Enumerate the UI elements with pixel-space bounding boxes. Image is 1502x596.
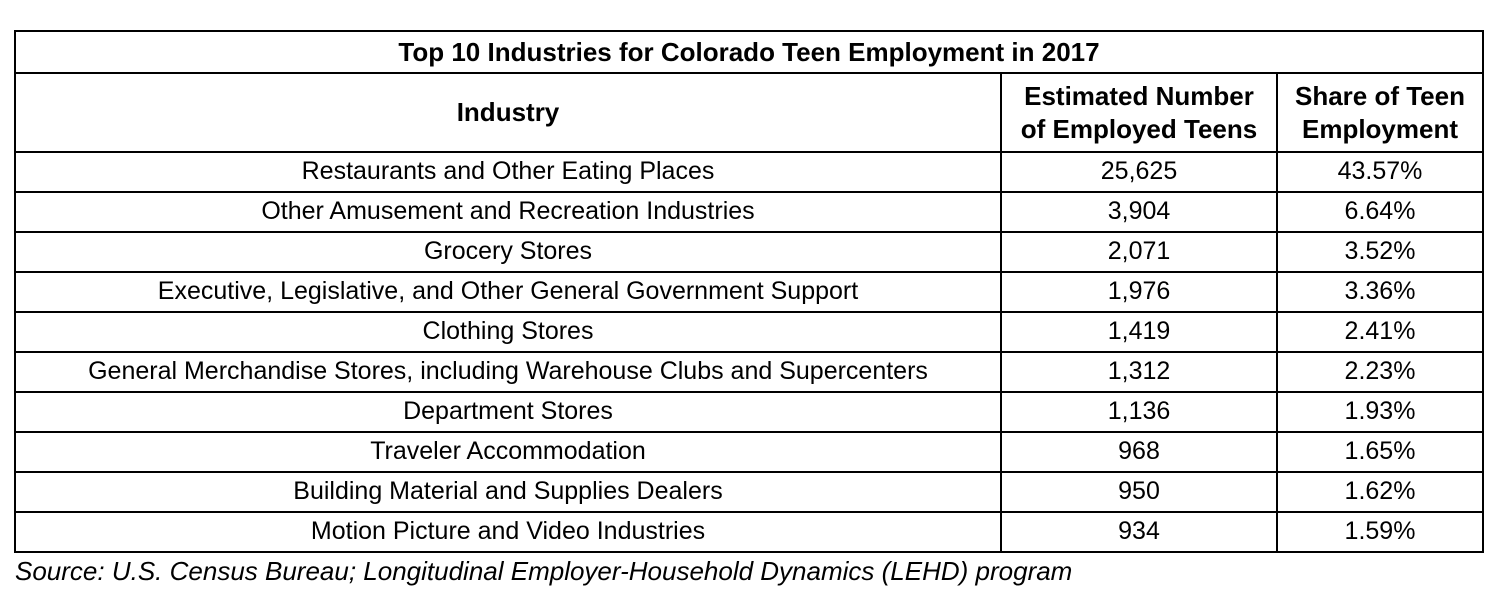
industry-cell: Department Stores [15, 392, 1001, 432]
industry-cell: Executive, Legislative, and Other General Government Support [15, 272, 1001, 312]
table-row [15, 472, 1483, 512]
industry-cell: Clothing Stores [15, 312, 1001, 352]
column-header-industry: Industry [15, 73, 1001, 152]
table-row [15, 392, 1483, 432]
source-note: Source: U.S. Census Bureau; Longitudinal Employer-Household Dynamics (LEHD) program [15, 556, 1073, 586]
share-cell: 1.65% [1277, 432, 1483, 472]
table-row [15, 192, 1483, 232]
share-cell: 2.23% [1277, 352, 1483, 392]
teens-cell: 1,419 [1001, 312, 1277, 352]
teen-employment-table [14, 30, 1484, 553]
teens-cell: 1,312 [1001, 352, 1277, 392]
table-row [15, 432, 1483, 472]
teens-cell: 950 [1001, 472, 1277, 512]
teens-cell: 3,904 [1001, 192, 1277, 232]
teens-cell: 1,976 [1001, 272, 1277, 312]
table-row [15, 232, 1483, 272]
teens-cell: 2,071 [1001, 232, 1277, 272]
industry-cell: Building Material and Supplies Dealers [15, 472, 1001, 512]
table-row [15, 152, 1483, 192]
share-cell: 1.93% [1277, 392, 1483, 432]
share-cell: 3.52% [1277, 232, 1483, 272]
share-cell: 1.62% [1277, 472, 1483, 512]
table-row [15, 352, 1483, 392]
teens-cell: 968 [1001, 432, 1277, 472]
industry-cell: Other Amusement and Recreation Industries [15, 192, 1001, 232]
column-header-share: Share of Teen Employment [1277, 73, 1483, 152]
industry-cell: Grocery Stores [15, 232, 1001, 272]
table-body [15, 152, 1483, 552]
table-row [15, 512, 1483, 552]
table-row [15, 272, 1483, 312]
column-header-row [15, 73, 1483, 152]
column-header-estimated-teens: Estimated Number of Employed Teens [1001, 73, 1277, 152]
table-row [15, 312, 1483, 352]
table-title: Top 10 Industries for Colorado Teen Employment in 2017 [15, 31, 1483, 73]
teen-employment-table-container [14, 30, 1482, 553]
industry-cell: Motion Picture and Video Industries [15, 512, 1001, 552]
share-cell: 2.41% [1277, 312, 1483, 352]
share-cell: 1.59% [1277, 512, 1483, 552]
industry-cell: General Merchandise Stores, including Warehouse Clubs and Supercenters [15, 352, 1001, 392]
table-title-row [15, 31, 1483, 73]
share-cell: 3.36% [1277, 272, 1483, 312]
industry-cell: Restaurants and Other Eating Places [15, 152, 1001, 192]
teens-cell: 25,625 [1001, 152, 1277, 192]
teens-cell: 1,136 [1001, 392, 1277, 432]
teens-cell: 934 [1001, 512, 1277, 552]
industry-cell: Traveler Accommodation [15, 432, 1001, 472]
share-cell: 6.64% [1277, 192, 1483, 232]
share-cell: 43.57% [1277, 152, 1483, 192]
